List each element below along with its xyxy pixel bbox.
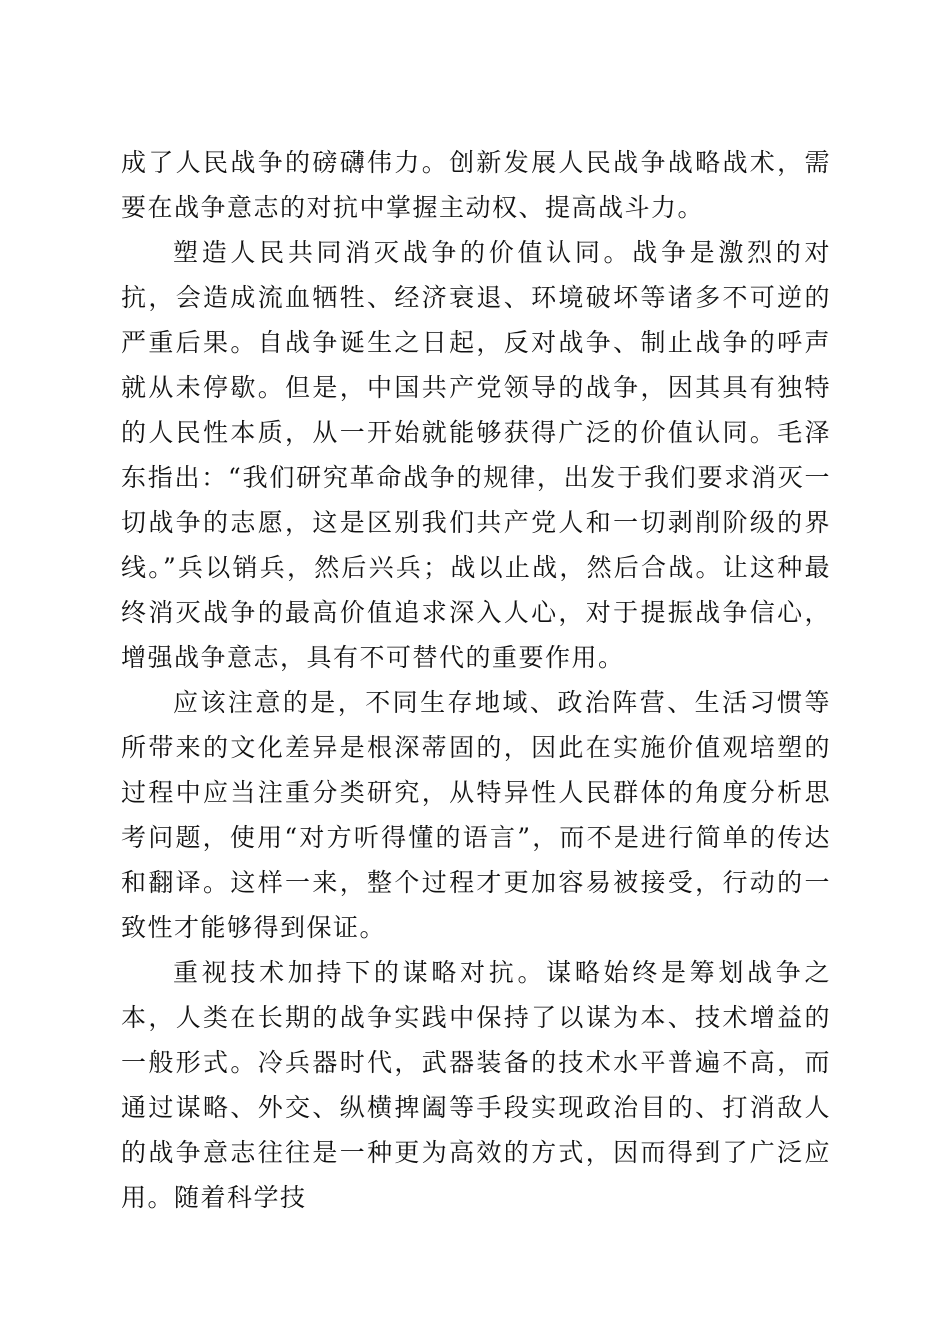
paragraph-value-identity [121, 230, 831, 680]
text-line: 会造成流血牺牲、经济衰退、环境破坏等诸多不可逆的严重后 [121, 283, 831, 357]
text-line: 带来的文化差异是根深蒂固的，因此在实施价值观培塑的过程 [121, 733, 831, 807]
body-text [121, 140, 831, 1220]
text-line: 价值追求深入人心，对于提振战争信心，增强战争意志，具有 [121, 598, 831, 672]
text-line: 中应当注重分类研究，从特异性人民群体的角度分析思考问题， [121, 778, 831, 852]
text-line: 式。冷兵器时代，武器装备的技术水平普遍不高，而通过谋略、 [121, 1048, 831, 1122]
paragraph-continued [121, 140, 831, 230]
text-line: 们研究革命战争的规律，出发于我们要求消灭一切战争的志愿， [121, 463, 831, 537]
text-line: 成了人民战争的磅礴伟力。创新发展人民战争战略战术，需要 [121, 148, 831, 222]
text-line: 得到保证。 [253, 913, 387, 942]
text-line: 应该注意的是，不同生存地域、政治阵营、生活习惯等所 [121, 688, 831, 762]
text-line: 使用“对方听得懂的语言”，而不是进行简单的传达和翻译。 [121, 823, 831, 897]
text-line: 不可替代的重要作用。 [359, 643, 625, 672]
text-line: 在战争意志的对抗中掌握主动权、提高战斗力。 [147, 193, 705, 222]
text-line: 这样一来，整个过程才更加容易被接受，行动的一致性才能够 [121, 868, 831, 942]
text-line: 往是一种更为高效的方式，因而得到了广泛应用。随着科学技 [121, 1138, 831, 1212]
text-line: 塑造人民共同消灭战争的价值认同。战争是激烈的对抗， [121, 238, 831, 312]
paragraph-strategy-confrontation [121, 950, 831, 1220]
text-line: 质，从一开始就能够获得广泛的价值认同。毛泽东指出：“我 [121, 418, 831, 492]
text-line: 这是区别我们共产党人和一切剥削阶级的界线。”兵以销兵， [121, 508, 831, 582]
text-line: 歇。但是，中国共产党领导的战争，因其具有独特的人民性本 [121, 373, 831, 447]
text-line: 人类在长期的战争实践中保持了以谋为本、技术增益的一般形 [121, 1003, 831, 1077]
text-line: 外交、纵横捭阖等手段实现政治目的、打消敌人的战争意志往 [121, 1093, 831, 1167]
paragraph-cultural-difference [121, 680, 831, 950]
text-line: 重视技术加持下的谋略对抗。谋略始终是筹划战争之本， [121, 958, 831, 1032]
text-line: 然后兴兵；战以止战，然后合战。让这种最终消灭战争的最高 [121, 553, 831, 627]
text-line: 果。自战争诞生之日起，反对战争、制止战争的呼声就从未停 [121, 328, 831, 402]
